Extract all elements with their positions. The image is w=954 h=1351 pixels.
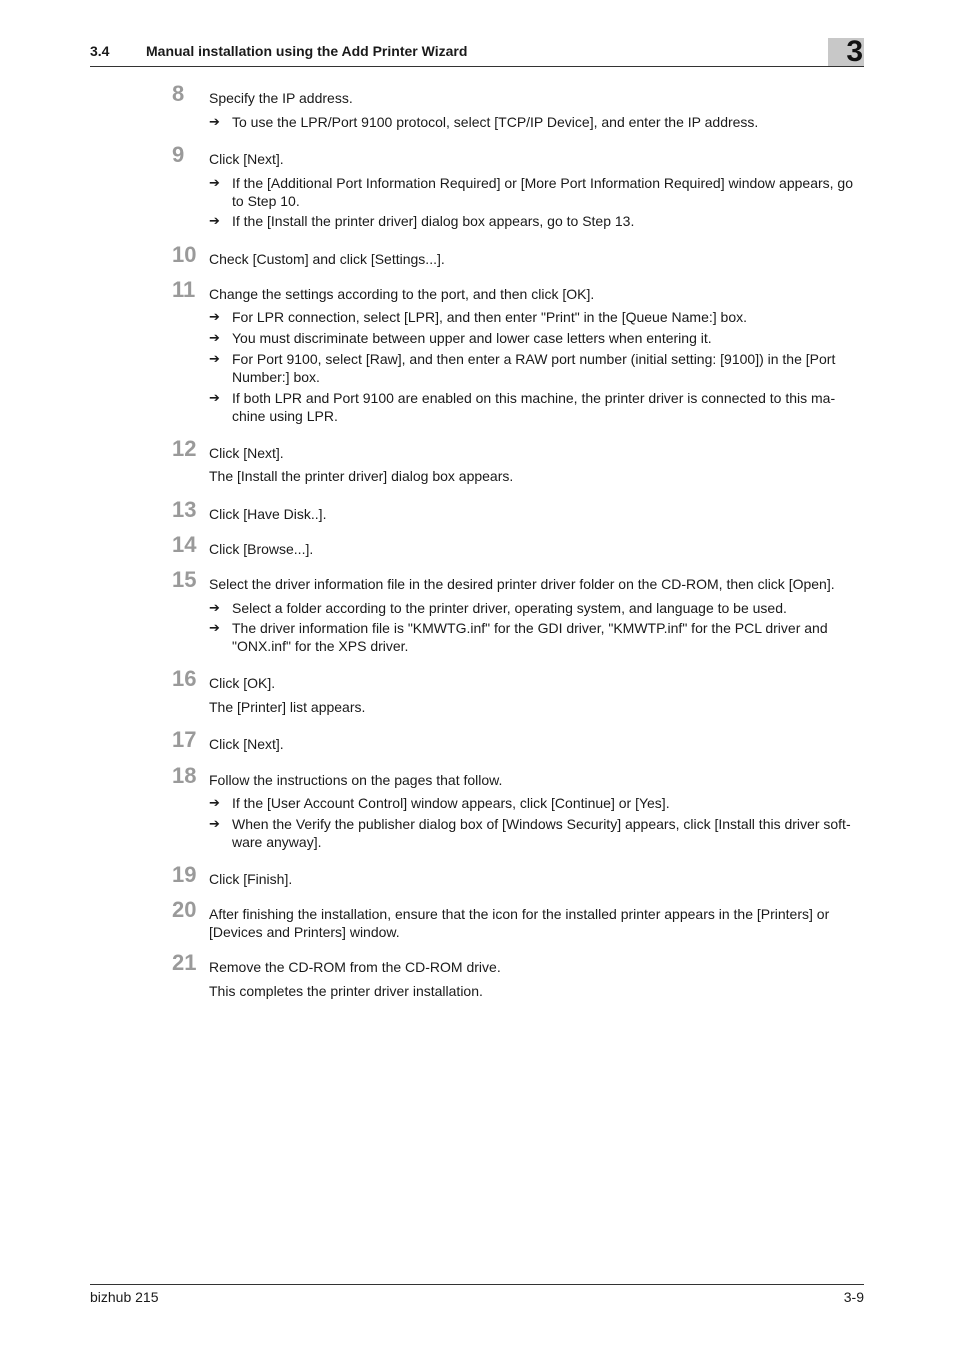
arrow-icon: ➔ (209, 600, 220, 615)
step-number: 12 (172, 436, 197, 461)
step-number: 16 (172, 666, 197, 691)
step-text: Click [Next]. (209, 736, 284, 752)
step-number: 10 (172, 242, 197, 267)
arrow-icon: ➔ (209, 175, 220, 190)
step-number: 13 (172, 497, 197, 522)
step-text: Specify the IP address. (209, 90, 353, 106)
step-text: Remove the CD-ROM from the CD-ROM drive. (209, 959, 501, 975)
arrow-icon: ➔ (209, 330, 220, 345)
step-text: Click [OK]. (209, 675, 276, 691)
step-text: After finishing the installation, ensure that the icon for the installed printer appears in the [Printers] or [Devices and Printers] window. (209, 906, 830, 940)
step-result: The [Printer] list appears. (209, 699, 366, 715)
section-title: Manual installation using the Add Printer Wizard (146, 43, 468, 59)
step-number: 19 (172, 862, 197, 887)
step-number: 14 (172, 532, 197, 557)
step-number: 20 (172, 897, 197, 922)
step-number: 17 (172, 727, 197, 752)
step-result: The [Install the printer driver] dialog box appears. (209, 468, 514, 484)
step-text: Change the settings according to the port, and then click [OK]. (209, 286, 595, 302)
step-number: 15 (172, 567, 197, 592)
section-number: 3.4 (90, 43, 110, 59)
step-text: Check [Custom] and click [Settings...]. (209, 251, 445, 267)
page-footer (90, 1284, 864, 1305)
step-text: Click [Have Disk..]. (209, 506, 327, 522)
arrow-icon: ➔ (209, 795, 220, 810)
arrow-icon: ➔ (209, 213, 220, 228)
arrow-icon: ➔ (209, 351, 220, 366)
product-name: bizhub 215 (90, 1289, 159, 1305)
arrow-icon: ➔ (209, 620, 220, 635)
arrow-icon: ➔ (209, 390, 220, 405)
chapter-tab (828, 35, 864, 68)
step-number: 11 (172, 277, 196, 302)
step-text: Select the driver information file in the desired printer driver folder on the CD-ROM, then click [Open]. (209, 576, 835, 592)
step-text: Click [Finish]. (209, 871, 293, 887)
step-text: Click [Next]. (209, 445, 284, 461)
chapter-number: 3 (846, 35, 863, 68)
step-text: Click [Next]. (209, 151, 284, 167)
arrow-icon: ➔ (209, 816, 220, 831)
arrow-icon: ➔ (209, 309, 220, 324)
step-number: 8 (172, 81, 185, 106)
step-text: Click [Browse...]. (209, 541, 314, 557)
step-number: 21 (172, 950, 197, 975)
step-text: Follow the instructions on the pages that follow. (209, 772, 503, 788)
arrow-icon: ➔ (209, 114, 220, 129)
step-result: This completes the printer driver installation. (209, 983, 483, 999)
page-header (90, 35, 864, 68)
step-number: 18 (172, 763, 197, 788)
step-number: 9 (172, 142, 185, 167)
page-number: 3-9 (843, 1289, 864, 1305)
